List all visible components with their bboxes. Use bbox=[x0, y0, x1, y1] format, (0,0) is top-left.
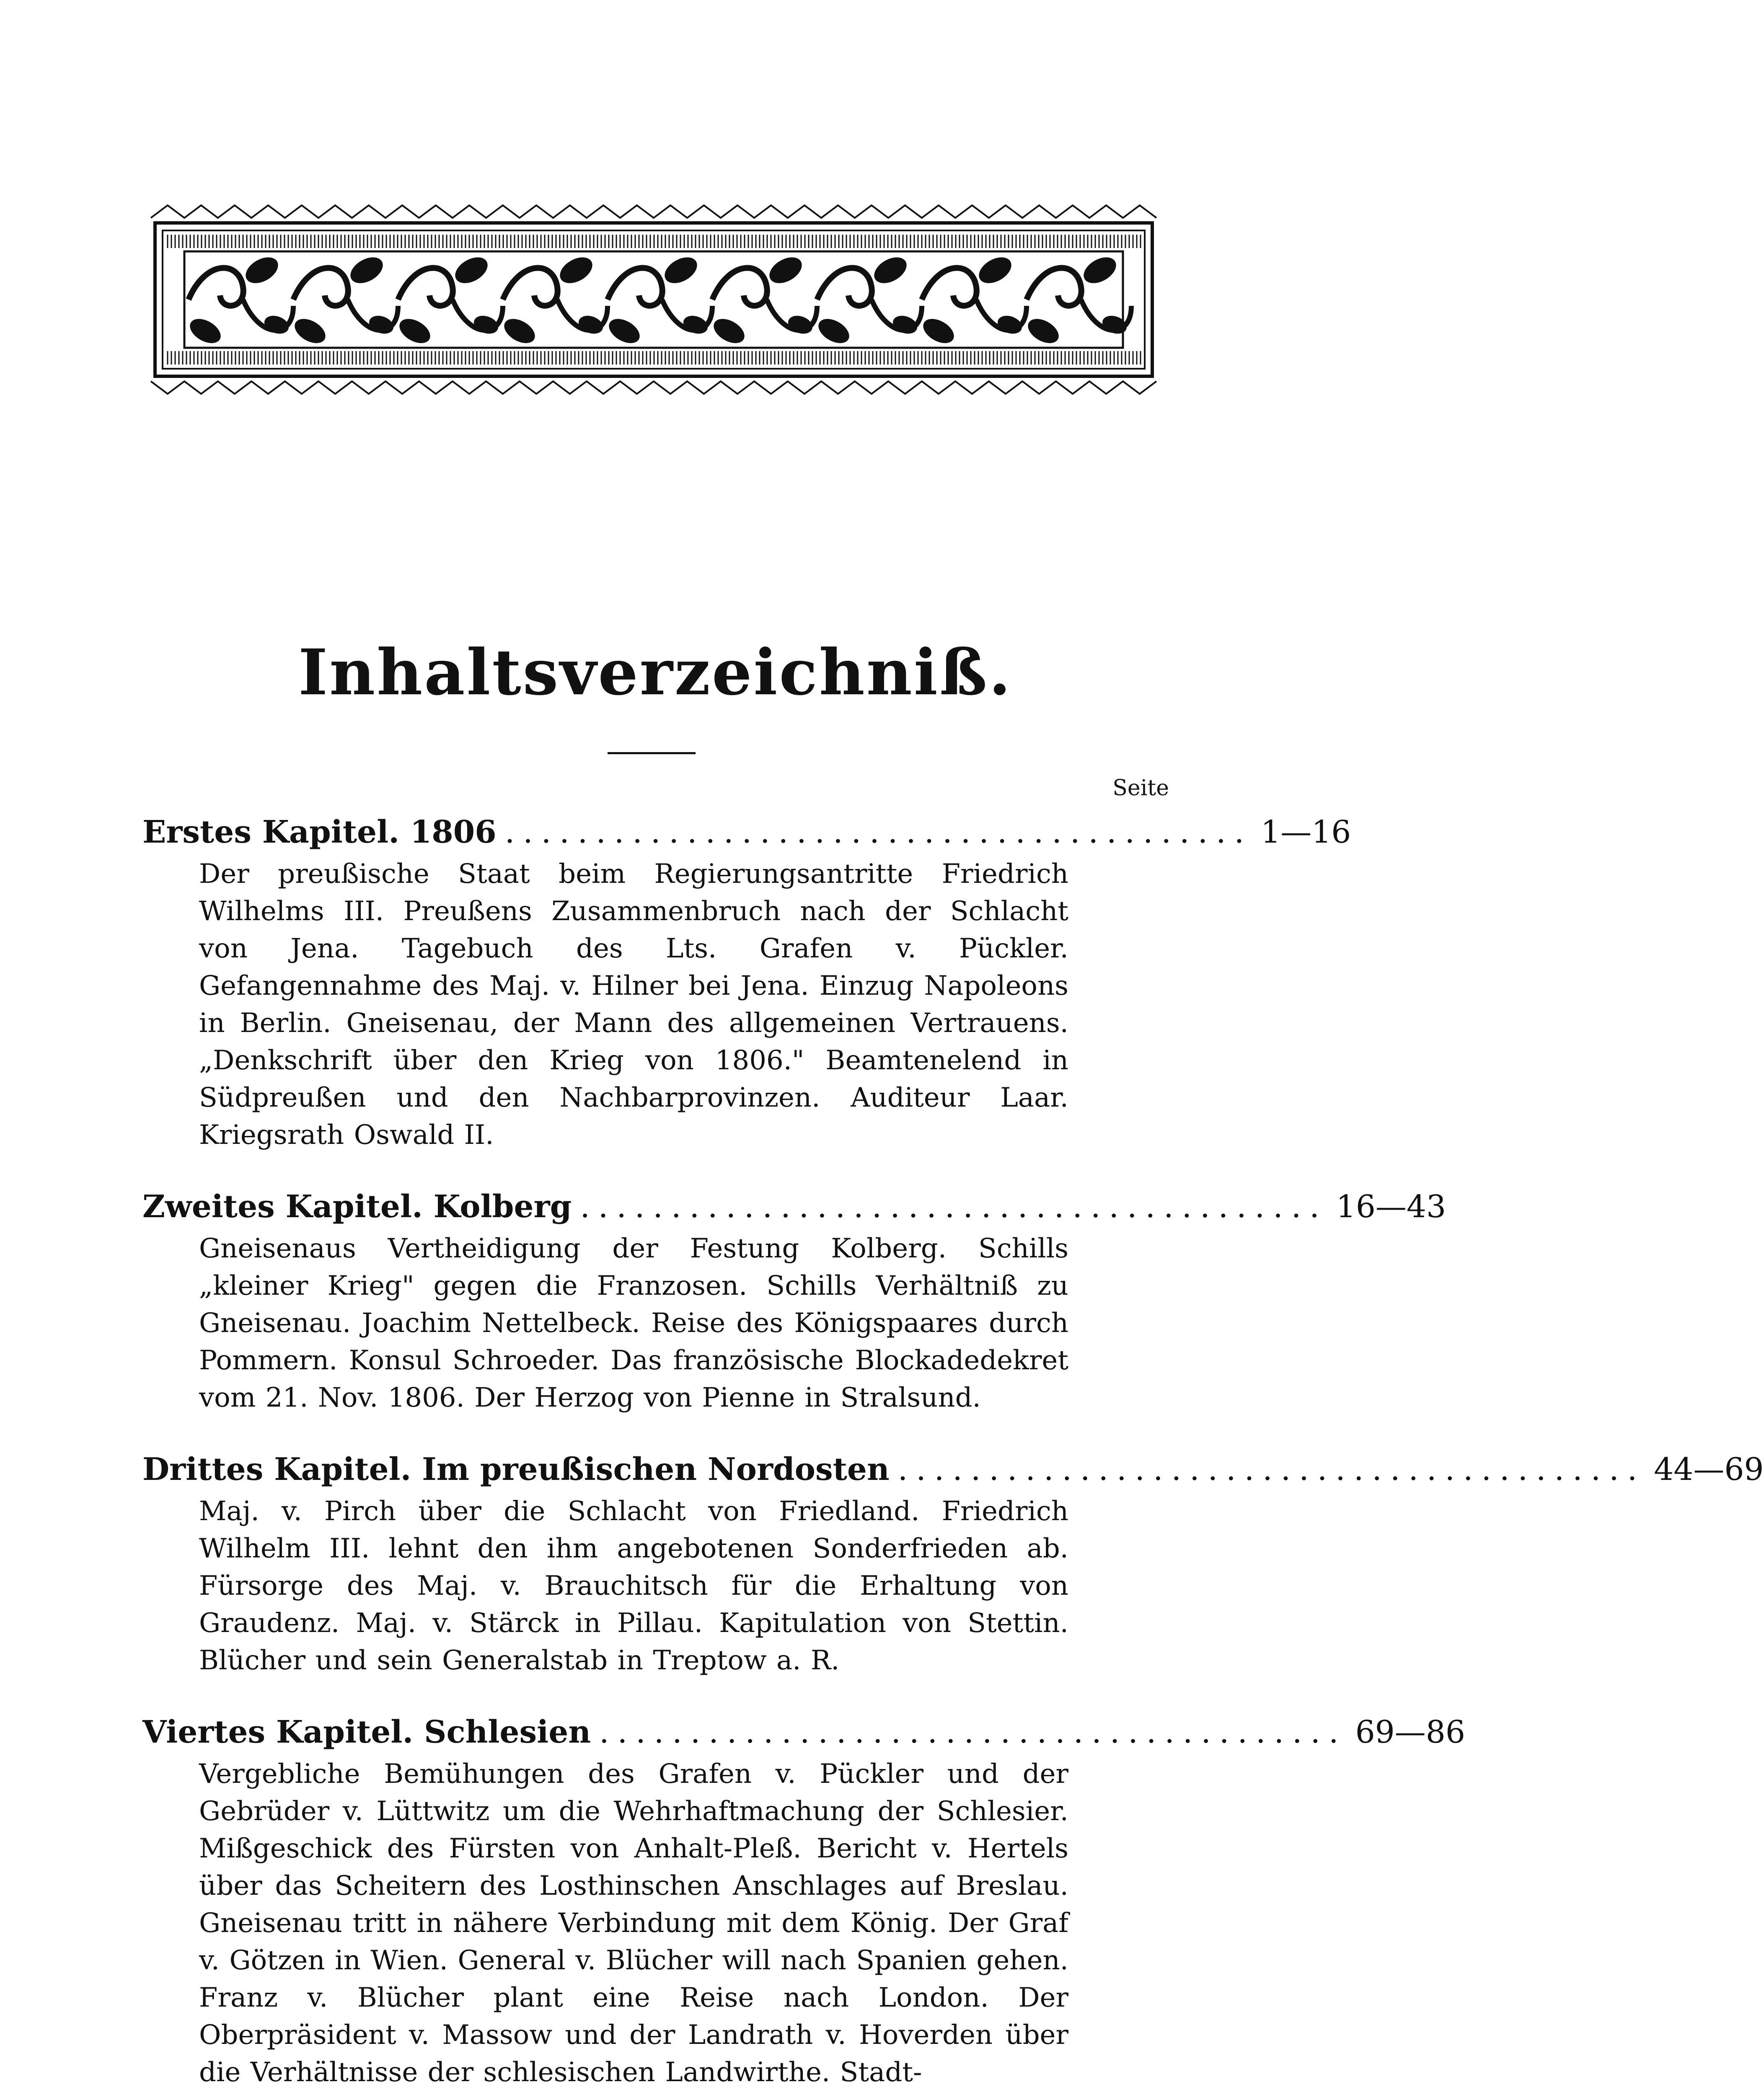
toc-entry-line[interactable] bbox=[142, 1446, 1764, 1493]
chapter-heading: Erstes Kapitel. 1806 bbox=[142, 814, 497, 850]
toc-chapter-1 bbox=[142, 809, 1351, 1154]
leader-dots: ......................................... bbox=[599, 1714, 1347, 1750]
toc-chapter-4 bbox=[142, 1709, 1465, 2091]
table-of-contents bbox=[142, 809, 1764, 2095]
toc-entry-line[interactable] bbox=[142, 809, 1351, 856]
toc-entry-line[interactable] bbox=[142, 1183, 1446, 1230]
chapter-heading: Zweites Kapitel. Kolberg bbox=[142, 1189, 572, 1225]
chapter-heading: Drittes Kapitel. Im preußischen Nordosten bbox=[142, 1451, 890, 1487]
page-title: Inhaltsverzeichniß. bbox=[298, 636, 1013, 709]
chapter-summary: Gneisenaus Vertheidigung der Festung Kolberg. Schills „kleiner Krieg" gegen die Franzosen. Schills Verhältniß zu Gneisenau. Joachim Nettelbeck. Reise des Königspaares durch Pommern. Konsul Schroeder. Das französische Blockadedekret vom 21. Nov. 1806. Der Herzog von Pienne in Stralsund. bbox=[199, 1233, 1068, 1413]
leader-dots: ......................................... bbox=[504, 814, 1253, 850]
leader-dots: ......................................... bbox=[580, 1189, 1328, 1225]
page-range: 69—86 bbox=[1355, 1714, 1465, 1750]
floral-vine-ornament-band bbox=[142, 197, 1165, 402]
page-range: 44—69 bbox=[1654, 1451, 1764, 1487]
chapter-summary: Maj. v. Pirch über die Schlacht von Friedland. Friedrich Wilhelm III. lehnt den ihm angebotenen Sonderfrieden ab. Fürsorge des Maj. v. Brauchitsch für die Erhaltung von Graudenz. Maj. v. Stärck in Pillau. Kapitulation von Stettin. Blücher und sein Generalstab in Treptow a. R. bbox=[199, 1496, 1068, 1676]
toc-chapter-2 bbox=[142, 1183, 1446, 1417]
toc-entry-line[interactable] bbox=[142, 1709, 1465, 1756]
chapter-heading: Viertes Kapitel. Schlesien bbox=[142, 1714, 591, 1750]
page-column-label: Seite bbox=[1112, 776, 1169, 801]
toc-chapter-3 bbox=[142, 1446, 1764, 1679]
chapter-summary: Vergebliche Bemühungen des Grafen v. Pückler und der Gebrüder v. Lüttwitz um die Wehrhaftmachung der Schlesier. Mißgeschick des Fürsten von Anhalt-Pleß. Bericht v. Hertels über das Scheitern des Losthinschen Anschlages auf Breslau. Gneisenau tritt in nähere Verbindung mit dem König. Der Graf v. Götzen in Wien. General v. Blücher will nach Spanien gehen. Franz v. Blücher plant eine Reise nach London. Der Oberpräsident v. Massow und der Landrath v. Hoverden über die Verhältnisse der schlesischen Landwirthe. Stadt- bbox=[199, 1759, 1068, 2088]
page-range: 1—16 bbox=[1261, 814, 1351, 850]
chapter-summary: Der preußische Staat beim Regierungsantritte Friedrich Wilhelms III. Preußens Zusammenbruch nach der Schlacht von Jena. Tagebuch des Lts. Grafen v. Pückler. Gefangennahme des Maj. v. Hilner bei Jena. Einzug Napoleons in Berlin. Gneisenau, der Mann des allgemeinen Vertrauens. „Denkschrift über den Krieg von 1806." Beamtenelend in Südpreußen und den Nachbarprovinzen. Auditeur Laar. Kriegsrath Oswald II. bbox=[199, 859, 1068, 1151]
title-rule bbox=[608, 752, 696, 754]
leader-dots: ......................................... bbox=[898, 1451, 1646, 1487]
page-range: 16—43 bbox=[1336, 1189, 1446, 1225]
